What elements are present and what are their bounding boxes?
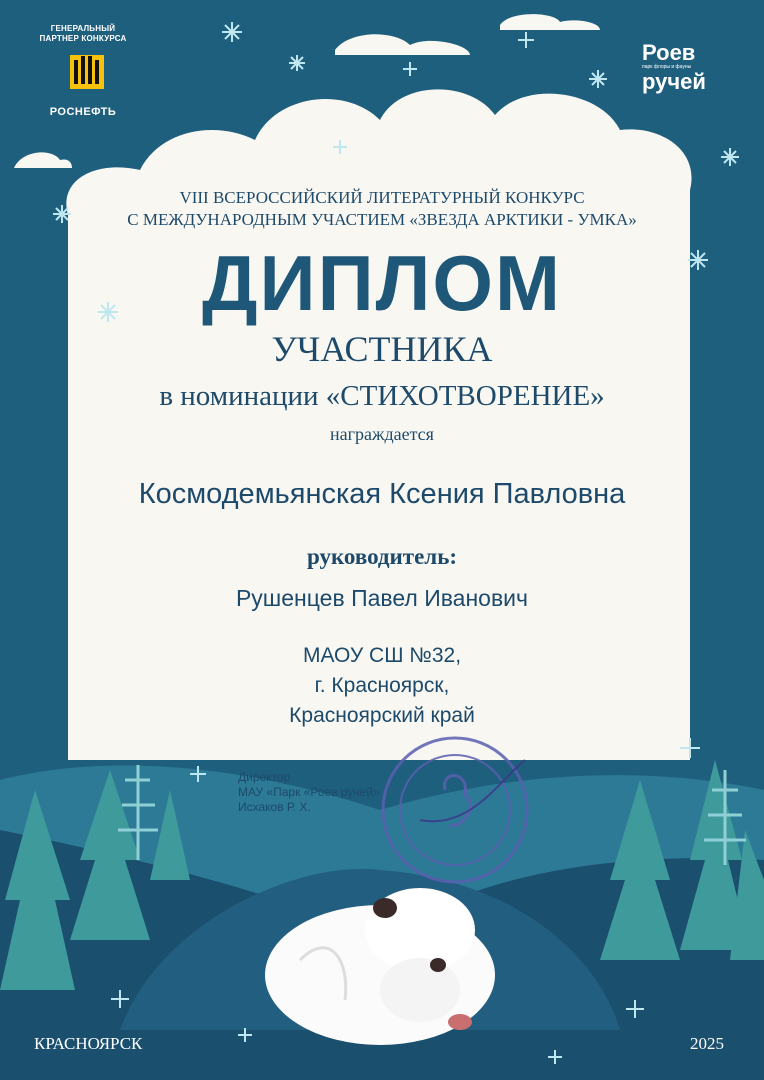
school-line1: МАОУ СШ №32, <box>302 644 462 667</box>
supervisor-name: Рушенцев Павел Иванович <box>235 585 529 611</box>
nomination: в номинации «СТИХОТВОРЕНИЕ» <box>159 380 605 412</box>
signer-title: Директор <box>238 770 291 784</box>
footer-year: 2025 <box>690 1034 724 1053</box>
park-logo-tagline: парк флоры и фауны <box>642 64 692 70</box>
signer-block <box>238 770 380 815</box>
school-line3: Красноярский край <box>289 704 475 727</box>
awarded-label: награждается <box>330 424 434 444</box>
park-logo-line2: ручей <box>642 69 706 94</box>
signer-org: МАУ «Парк «Роев ручей» <box>238 785 380 799</box>
supervisor-label: руководитель: <box>306 544 458 569</box>
sponsor-caption-line1: ГЕНЕРАЛЬНЫЙ <box>50 24 116 33</box>
school-line2: г. Красноярск, <box>314 674 450 697</box>
signer-name: Исхаков Р. Х. <box>238 800 311 814</box>
heading-line2: С МЕЖДУНАРОДНЫМ УЧАСТИЕМ «ЗВЕЗДА АРКТИКИ - УМКА» <box>127 210 637 229</box>
footer-city: КРАСНОЯРСК <box>34 1034 143 1053</box>
sponsor-block <box>28 24 138 118</box>
park-logo-line1: Роев <box>642 40 696 65</box>
heading-line1: VIII ВСЕРОССИЙСКИЙ ЛИТЕРАТУРНЫЙ КОНКУРС <box>179 188 585 207</box>
recipient-name: Космодемьянская Ксения Павловна <box>138 478 626 510</box>
sponsor-name: РОСНЕФТЬ <box>49 106 117 118</box>
diploma-title: ДИПЛОМ <box>201 239 563 327</box>
diploma-subtitle: УЧАСТНИКА <box>271 329 493 369</box>
park-logo <box>642 42 706 93</box>
sponsor-caption-line2: ПАРТНЕР КОНКУРСА <box>39 34 127 43</box>
